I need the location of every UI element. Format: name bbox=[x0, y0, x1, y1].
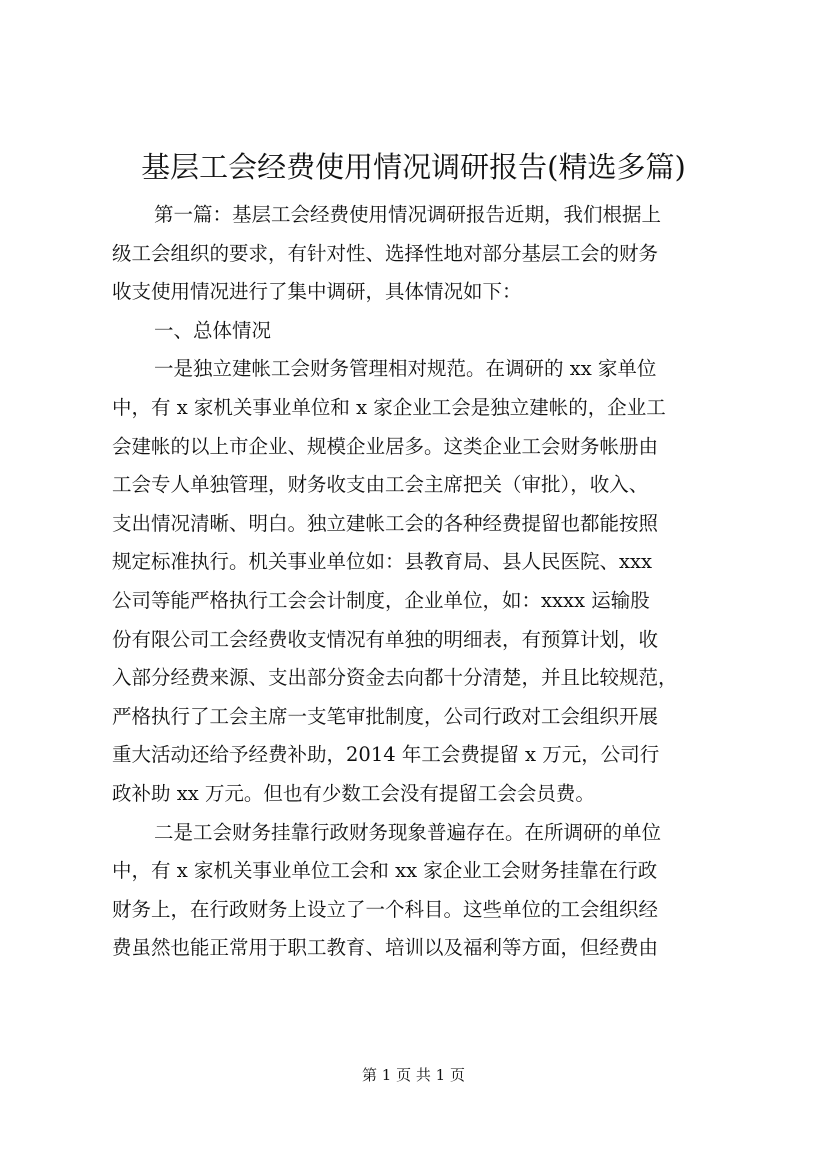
paragraph-line: 工会专人单独管理，财务收支由工会主席把关（审批），收入、 bbox=[112, 473, 649, 497]
paragraph-line: 规定标准执行。机关事业单位如：县教育局、县人民医院、xxx bbox=[112, 550, 652, 574]
paragraph-line: 政补助 xx 万元。但也有少数工会没有提留工会会员费。 bbox=[112, 781, 595, 805]
paragraph-line: 入部分经费来源、支出部分资金去向都十分清楚，并且比较规范， bbox=[112, 666, 678, 690]
paragraph-line: 第一篇：基层工会经费使用情况调研报告近期，我们根据上 bbox=[154, 203, 662, 226]
document-title: 基层工会经费使用情况调研报告(精选多篇) bbox=[141, 150, 686, 184]
paragraph-line: 财务上，在行政财务上设立了一个科目。这些单位的工会组织经 bbox=[112, 897, 659, 921]
paragraph-line: 费虽然也能正常用于职工教育、培训以及福利等方面，但经费由 bbox=[112, 936, 659, 960]
paragraph-line: 支出情况清晰、明白。独立建帐工会的各种经费提留也都能按照 bbox=[112, 511, 659, 535]
paragraph-line: 收支使用情况进行了集中调研，具体情况如下： bbox=[112, 280, 522, 304]
section-heading: 一、总体情况 bbox=[154, 318, 272, 342]
paragraph-line: 严格执行了工会主席一支笔审批制度，公司行政对工会组织开展 bbox=[112, 704, 659, 728]
paragraph-line: 中，有 x 家机关事业单位工会和 xx 家企业工会财务挂靠在行政 bbox=[112, 859, 658, 883]
document-body bbox=[112, 196, 724, 968]
paragraph-line: 一是独立建帐工会财务管理相对规范。在调研的 xx 家单位 bbox=[154, 357, 657, 381]
paragraph-line: 重大活动还给予经费补助，2014 年工会费提留 x 万元，公司行 bbox=[112, 743, 660, 767]
paragraph-line: 公司等能严格执行工会会计制度，企业单位，如：xxxx 运输股 bbox=[112, 588, 650, 612]
paragraph-line: 中，有 x 家机关事业单位和 x 家企业工会是独立建帐的，企业工 bbox=[112, 395, 666, 419]
paragraph-line: 级工会组织的要求，有针对性、选择性地对部分基层工会的财务 bbox=[112, 241, 659, 265]
paragraph-line: 会建帐的以上市企业、规模企业居多。这类企业工会财务帐册由 bbox=[112, 434, 659, 458]
page-footer: 第 1 页 共 1 页 bbox=[362, 1066, 465, 1084]
paragraph-line: 二是工会财务挂靠行政财务现象普遍存在。在所调研的单位 bbox=[154, 820, 662, 844]
paragraph-line: 份有限公司工会经费收支情况有单独的明细表，有预算计划，收 bbox=[112, 627, 659, 651]
